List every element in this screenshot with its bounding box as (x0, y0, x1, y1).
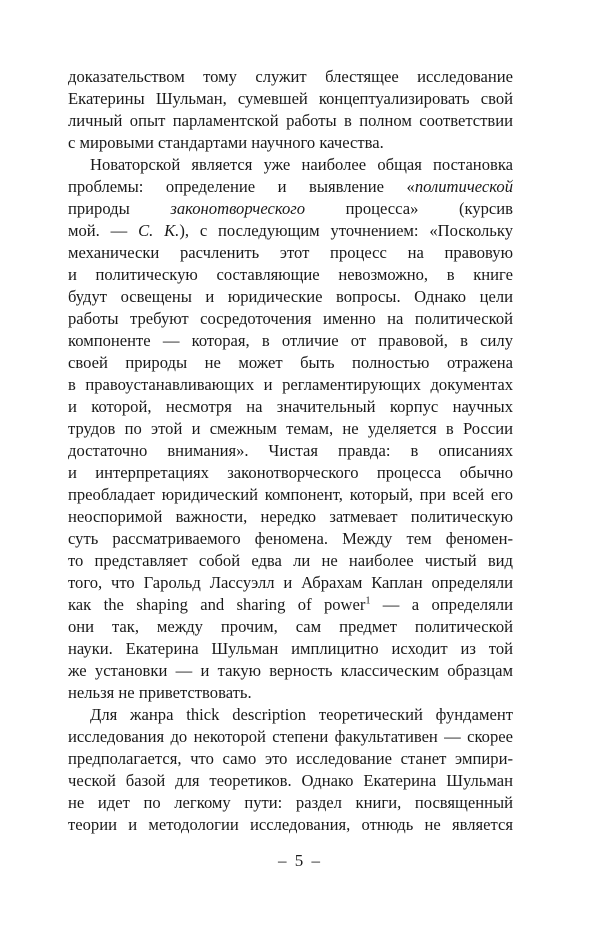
author-initials: С. К. (138, 221, 180, 240)
text-line: природы законотворческого процесса» (курсив (68, 199, 513, 218)
text-line: не идет по легкому пути: раздел книги, посвященный (68, 793, 513, 812)
page-number: – 5 – (278, 851, 322, 870)
text-line: ческой базой для теоретиков. Однако Екатерина Шульман (68, 771, 513, 790)
text-line: как the shaping and sharing of power$^1$ — а определяли (68, 595, 513, 614)
text-line: суть рассматриваемого феномена. Между тем феномен- (68, 529, 513, 548)
body-text (68, 66, 513, 836)
footnote-marker[interactable]: 1 (365, 595, 371, 607)
text-line: Для жанра thick description теоретический фундамент (90, 705, 513, 724)
text-line: своей природы не может быть полностью отражена (68, 353, 513, 372)
text-line: работы требуют сосредоточения именно на политической (68, 309, 513, 328)
italic-phrase: политической (414, 177, 513, 196)
text-line: нельзя не приветствовать. (68, 683, 252, 702)
text-line: с мировыми стандартами научного качества. (68, 133, 384, 152)
text-line: в правоустанавливающих и регламентирующих документах (68, 375, 513, 394)
text-line: проблемы: определение и выявление «политической (68, 177, 513, 196)
text-line: и политическую составляющие невозможно, в книге (68, 265, 513, 284)
text-line: личный опыт парламентской работы в полном соответствии (68, 111, 513, 130)
text-line: и которой, несмотря на значительный корпус научных (68, 397, 513, 416)
italic-phrase: законотворческого (170, 199, 306, 218)
text-line: мой. — С. К.), с последующим уточнением: «Поскольку (68, 221, 513, 240)
text-line: будут освещены и юридические вопросы. Однако цели (68, 287, 513, 306)
text-line: доказательством тому служит блестящее исследование (68, 67, 513, 86)
text-line: они так, между прочим, сам предмет политической (68, 617, 513, 636)
text-line: и интерпретациях законотворческого процесса обычно (68, 463, 513, 482)
text-line: теории и методологии исследования, отнюдь не является (68, 815, 513, 834)
text-line: то представляет собой едва ли не наиболее чистый вид (68, 551, 513, 570)
text-line: же установки — и такую верность классическим образцам (68, 661, 513, 680)
text-line: Новаторской является уже наиболее общая постановка (90, 155, 513, 174)
text-line: Екатерины Шульман, сумевшей концептуализировать свой (68, 89, 513, 108)
text-line: трудов по этой и смежным темам, не уделяется в России (68, 419, 513, 438)
text-line: компоненте — которая, в отличие от правовой, в силу (68, 331, 513, 350)
text-line: предполагается, что само это исследование станет эмпири- (68, 749, 513, 768)
text-line: науки. Екатерина Шульман имплицитно исходит из той (68, 639, 513, 658)
text-line: достаточно внимания». Чистая правда: в описаниях (68, 441, 513, 460)
text-line: преобладает юридический компонент, который, при всей его (68, 485, 513, 504)
text-line: исследования до некоторой степени факультативен — скорее (68, 727, 513, 746)
text-line: неоспоримой важности, нередко затмевает политическую (68, 507, 513, 526)
text-line: механически расчленить этот процесс на правовую (68, 243, 513, 262)
text-line: того, что Гарольд Лассуэлл и Абрахам Каплан определяли (68, 573, 513, 592)
